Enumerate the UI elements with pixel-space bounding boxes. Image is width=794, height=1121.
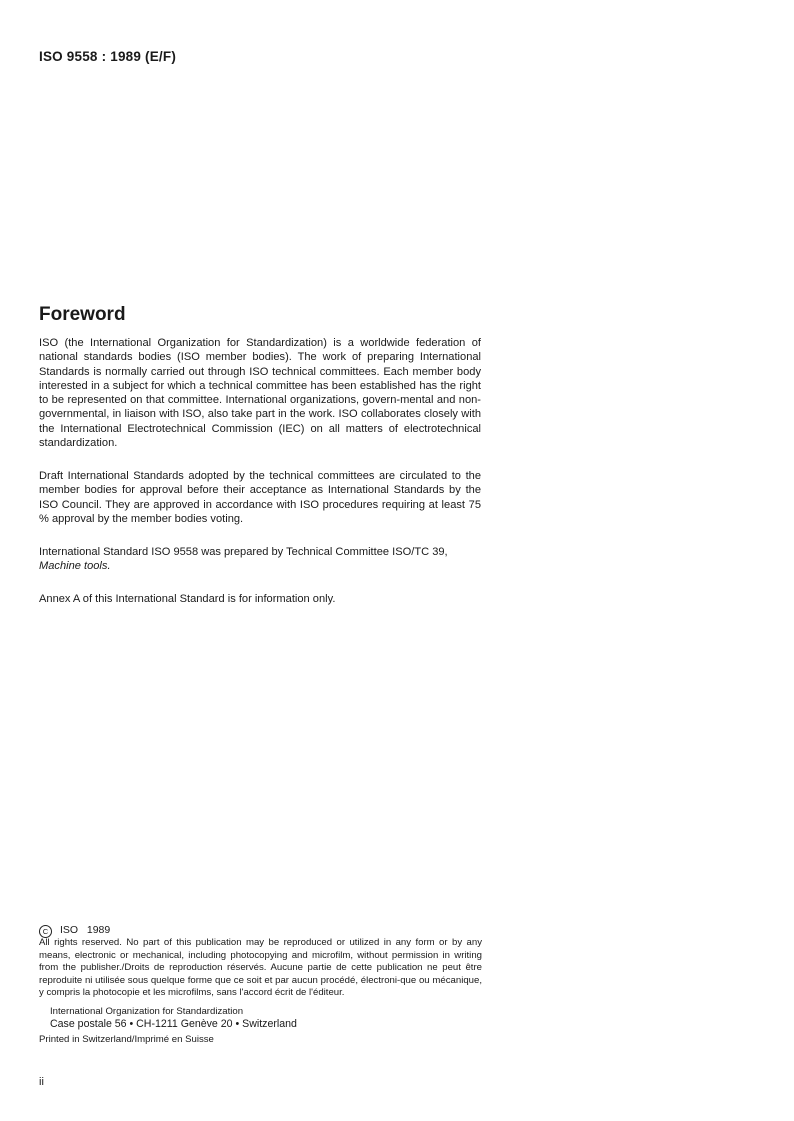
committee-name: Machine tools. — [39, 560, 111, 573]
copyright-icon: C — [39, 925, 52, 938]
publisher-address: Case postale 56 • CH-1211 Genève 20 • Switzerland — [50, 1018, 297, 1030]
foreword-paragraph-2: Draft International Standards adopted by the technical committees are circulated to the member bodies for approval before their acceptance as International Standards by the ISO Council. They are approved in accordance with ISO procedures requiring at least 75 % approval by the member bodies voting. — [39, 470, 481, 525]
document-identifier: ISO 9558 : 1989 (E/F) — [39, 49, 177, 64]
foreword-heading: Foreword — [39, 304, 126, 325]
paragraph-3-text: International Standard ISO 9558 was prepared by Technical Committee ISO/TC 39, — [39, 546, 448, 558]
copyright-notice — [39, 924, 110, 938]
publisher-name: International Organization for Standardization — [50, 1006, 244, 1017]
foreword-paragraph-1: ISO (the International Organization for Standardization) is a worldwide federation of national standards bodies (ISO member bodies). The work of preparing International Standards is normally carried out through ISO technical committees. Each member body interested in a subject for which a technical committee has been established has the right to be represented on that committee. International organizations, govern-mental and non-governmental, in liaison with ISO, also take part in the work. ISO collaborates closely with the International Electrotechnical Commission (IEC) on all matters of electrotechnical standardization. — [39, 337, 481, 450]
rights-statement: All rights reserved. No part of this publication may be reproduced or utilized in any form or by any means, electronic or mechanical, including photocopying and microfilm, without permission in writing from the publisher./Droits de reproduction réservés. Aucune partie de cette publication ne peut être reproduite ni utilisée sous quelque forme que ce soit et par aucun procédé, électroni-que ou mécanique, y compris la photocopie et les microfilms, sans l'accord écrit de l'éditeur. — [39, 937, 482, 998]
page-number: ii — [39, 1076, 44, 1088]
copyright-year: 1989 — [86, 924, 111, 936]
copyright-holder: ISO — [60, 924, 79, 936]
printed-in: Printed in Switzerland/Imprimé en Suisse — [39, 1034, 214, 1045]
foreword-paragraph-4: Annex A of this International Standard is for information only. — [39, 593, 336, 605]
foreword-paragraph-3 — [39, 545, 481, 574]
